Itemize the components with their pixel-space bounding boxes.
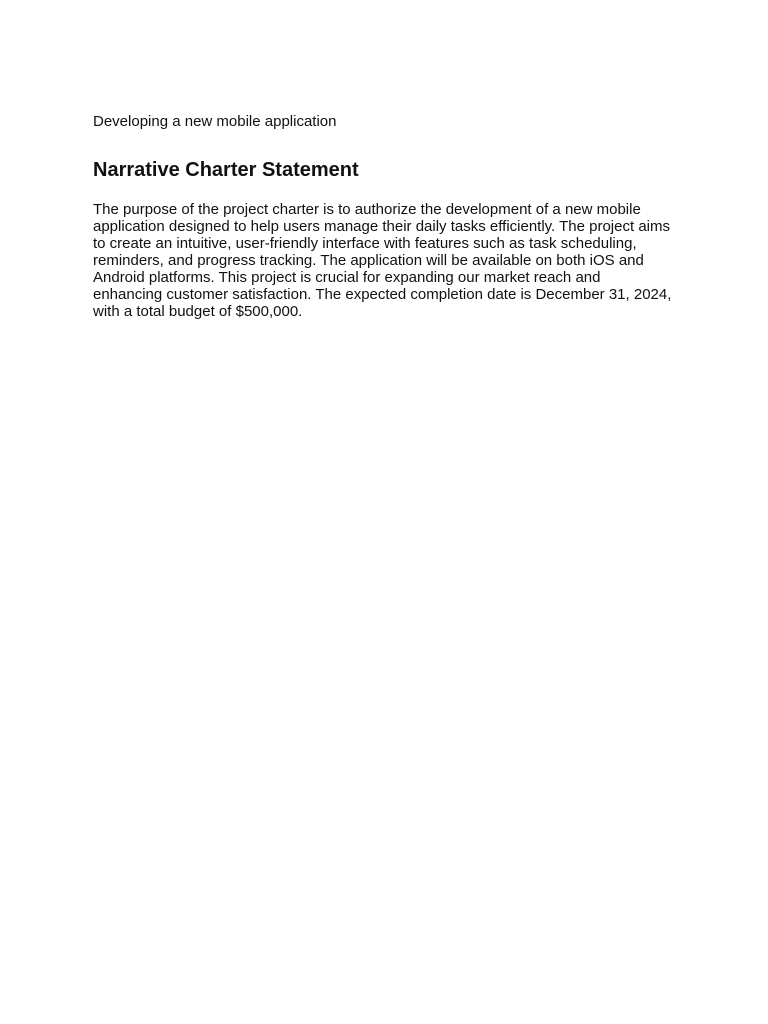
charter-paragraph: The purpose of the project charter is to authorize the development of a new mobile application designed to help users manage their daily tasks efficiently. The project aims to create an intuitive, user-friendly interface with features such as task scheduling, reminders, and progress tracking. The application will be available on both iOS and Android platforms. This project is crucial for expanding our market reach and enhancing customer satisfaction. The expected completion date is December 31, 2024, with a total budget of $500,000. bbox=[93, 201, 672, 320]
document-page bbox=[93, 112, 673, 320]
project-subtitle: Developing a new mobile application bbox=[93, 113, 337, 130]
section-heading: Narrative Charter Statement bbox=[93, 159, 359, 181]
